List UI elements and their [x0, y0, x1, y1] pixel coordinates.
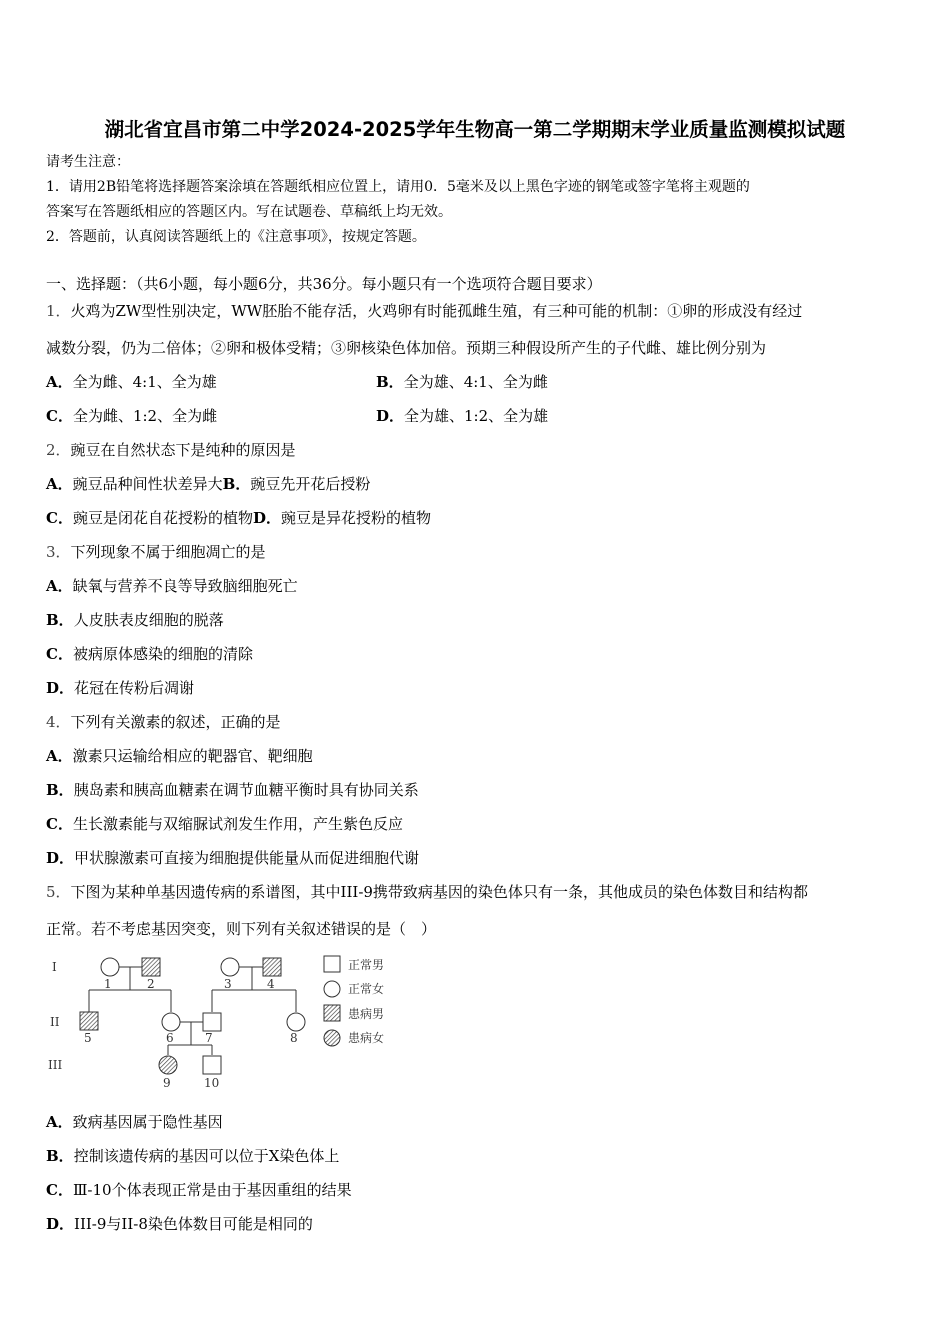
question-1-stem-b: 减数分裂，仍为二倍体；②卵和极体受精；③卵核染色体加倍。预期三种假设所产生的子代雌、雄比例分别为: [46, 339, 767, 357]
label-10: 10: [204, 1076, 220, 1090]
option-text: 甲状腺激素可直接为细胞提供能量从而促进细胞代谢: [74, 849, 420, 867]
option-key: D．: [252, 509, 281, 527]
question-4-number: 4．: [46, 713, 71, 731]
option-text: 全为雄、4:1、全为雌: [403, 373, 548, 391]
individual-6: [162, 1013, 180, 1031]
option-text: 致病基因属于隐性基因: [72, 1113, 223, 1131]
generation-label-1: I: [52, 960, 57, 974]
option-text: 控制该遗传病的基因可以位于X染色体上: [73, 1147, 340, 1165]
individual-8: [287, 1013, 305, 1031]
option-key: C．: [46, 815, 73, 833]
question-3-option-a[interactable]: [46, 576, 298, 596]
section-heading: 一、选择题：（共6小题，每小题6分，共36分。每小题只有一个选项符合题目要求）: [46, 275, 602, 293]
option-text: 缺氧与营养不良等导致脑细胞死亡: [72, 577, 298, 595]
question-2-stem: [46, 440, 296, 460]
pedigree-diagram: [40, 950, 420, 1095]
option-key: B．: [46, 1147, 74, 1165]
question-1-stem-a: 火鸡为ZW型性别决定，WW胚胎不能存活，火鸡卵有时能孤雌生殖，有三种可能的机制：①卵的形成没有经过: [70, 302, 803, 320]
option-text: 胰岛素和胰高血糖素在调节血糖平衡时具有协同关系: [73, 781, 419, 799]
label-6: 6: [166, 1031, 174, 1045]
question-3-option-d[interactable]: [46, 678, 194, 698]
question-1-option-a[interactable]: [46, 372, 217, 392]
label-1: 1: [104, 977, 112, 991]
question-2-options-ab: [46, 474, 370, 494]
option-key: B．: [46, 781, 74, 799]
question-2-option-a[interactable]: [46, 475, 223, 493]
question-5-number: 5．: [46, 883, 71, 901]
label-4: 4: [267, 977, 275, 991]
question-2-option-c[interactable]: [46, 509, 253, 527]
option-key: C．: [46, 1181, 73, 1199]
individual-4: [263, 958, 281, 976]
option-key: D．: [46, 1215, 75, 1233]
option-key: B．: [376, 373, 404, 391]
option-key: D．: [46, 849, 75, 867]
notice-line-1b: 答案写在答题纸相应的答题区内。写在试题卷、草稿纸上均无效。: [46, 204, 452, 220]
individual-2: [142, 958, 160, 976]
question-1-option-b[interactable]: [376, 372, 548, 392]
legend-affected-female-symbol: [324, 1030, 340, 1046]
option-key: C．: [46, 645, 73, 663]
question-2-option-d[interactable]: [253, 509, 431, 527]
question-4-option-c[interactable]: [46, 814, 403, 834]
option-key: A．: [46, 747, 73, 765]
label-9: 9: [163, 1076, 171, 1090]
option-text: III-9与II-8染色体数目可能是相同的: [74, 1215, 313, 1233]
question-3-number: 3．: [46, 543, 71, 561]
option-text: 人皮肤表皮细胞的脱落: [73, 611, 224, 629]
individual-7: [203, 1013, 221, 1031]
option-text: 豌豆是闭花自花授粉的植物: [72, 509, 253, 527]
question-4-option-a[interactable]: [46, 746, 313, 766]
option-text: Ⅲ-10个体表现正常是由于基因重组的结果: [72, 1181, 352, 1199]
option-text: 全为雄、1:2、全为雄: [404, 407, 549, 425]
option-text: 豌豆品种间性状差异大: [72, 475, 223, 493]
question-5-stem-b: 正常。若不考虑基因突变，则下列有关叙述错误的是（ ）: [46, 920, 437, 938]
notice-heading: 请考生注意：: [46, 154, 130, 170]
individual-9: [159, 1056, 177, 1074]
option-key: B．: [46, 611, 74, 629]
legend-normal-male-symbol: [324, 956, 340, 972]
question-4-option-b[interactable]: [46, 780, 419, 800]
question-1-stem: [46, 301, 802, 321]
question-5-stem-a: 下图为某种单基因遗传病的系谱图，其中III-9携带致病基因的染色体只有一条，其他成员的染色体数目和结构都: [70, 883, 808, 901]
legend-affected-male-symbol: [324, 1005, 340, 1021]
individual-5: [80, 1012, 98, 1030]
individual-3: [221, 958, 239, 976]
legend-normal-male-label: 正常男: [348, 958, 385, 972]
label-2: 2: [147, 977, 155, 991]
generation-label-3: III: [48, 1058, 63, 1072]
label-7: 7: [205, 1031, 213, 1045]
question-3-text: 下列现象不属于细胞凋亡的是: [70, 543, 266, 561]
label-5: 5: [84, 1031, 92, 1045]
option-key: C．: [46, 509, 73, 527]
page-title: 湖北省宜昌市第二中学2024-2025学年生物高一第二学期期末学业质量监测模拟试题: [104, 118, 846, 141]
question-5-option-a[interactable]: [46, 1112, 223, 1132]
individual-10: [203, 1056, 221, 1074]
option-text: 全为雌、4:1、全为雄: [72, 373, 217, 391]
question-2-options-cd: [46, 508, 431, 528]
notice-line-2: 2．答题前，认真阅读答题纸上的《注意事项》，按规定答题。: [46, 229, 426, 245]
legend-normal-female-label: 正常女: [348, 982, 385, 996]
option-key: A．: [46, 475, 73, 493]
question-5-option-c[interactable]: [46, 1180, 352, 1200]
question-5-option-b[interactable]: [46, 1146, 339, 1166]
option-text: 生长激素能与双缩脲试剂发生作用，产生紫色反应: [72, 815, 403, 833]
label-8: 8: [290, 1031, 298, 1045]
option-key: B．: [222, 475, 251, 493]
legend-affected-female-label: 患病女: [348, 1031, 385, 1045]
option-text: 全为雌、1:2、全为雌: [72, 407, 218, 425]
option-text: 被病原体感染的细胞的清除: [72, 645, 253, 663]
option-key: A．: [46, 1113, 73, 1131]
label-3: 3: [224, 977, 232, 991]
question-3-option-c[interactable]: [46, 644, 253, 664]
question-4-text: 下列有关激素的叙述，正确的是: [70, 713, 281, 731]
option-text: 激素只运输给相应的靶器官、靶细胞: [72, 747, 313, 765]
question-1-option-c[interactable]: [46, 406, 217, 426]
option-key: A．: [46, 577, 73, 595]
question-5-option-d[interactable]: [46, 1214, 313, 1234]
question-3-option-b[interactable]: [46, 610, 224, 630]
generation-label-2: II: [50, 1015, 60, 1029]
legend-affected-male-label: 患病男: [348, 1007, 385, 1021]
question-5-stem: [46, 882, 808, 902]
legend-normal-female-symbol: [324, 981, 340, 997]
question-3-stem: [46, 542, 266, 562]
option-text: 花冠在传粉后凋谢: [74, 679, 195, 697]
option-key: A．: [46, 373, 73, 391]
option-key: C．: [46, 407, 73, 425]
question-1-option-d[interactable]: [376, 406, 548, 426]
question-2-text: 豌豆在自然状态下是纯种的原因是: [70, 441, 296, 459]
question-2-option-b[interactable]: [223, 475, 371, 493]
option-key: D．: [376, 407, 405, 425]
question-1-number: 1．: [46, 302, 71, 320]
question-2-number: 2．: [46, 441, 71, 459]
individual-1: [101, 958, 119, 976]
question-4-option-d[interactable]: [46, 848, 419, 868]
option-text: 豌豆是异花授粉的植物: [280, 509, 431, 527]
option-text: 豌豆先开花后授粉: [250, 475, 371, 493]
notice-line-1a: 1．请用2B铅笔将选择题答案涂填在答题纸相应位置上，请用0．5毫米及以上黑色字迹的钢笔或签字笔将主观题的: [46, 179, 750, 195]
option-key: D．: [46, 679, 75, 697]
question-4-stem: [46, 712, 281, 732]
